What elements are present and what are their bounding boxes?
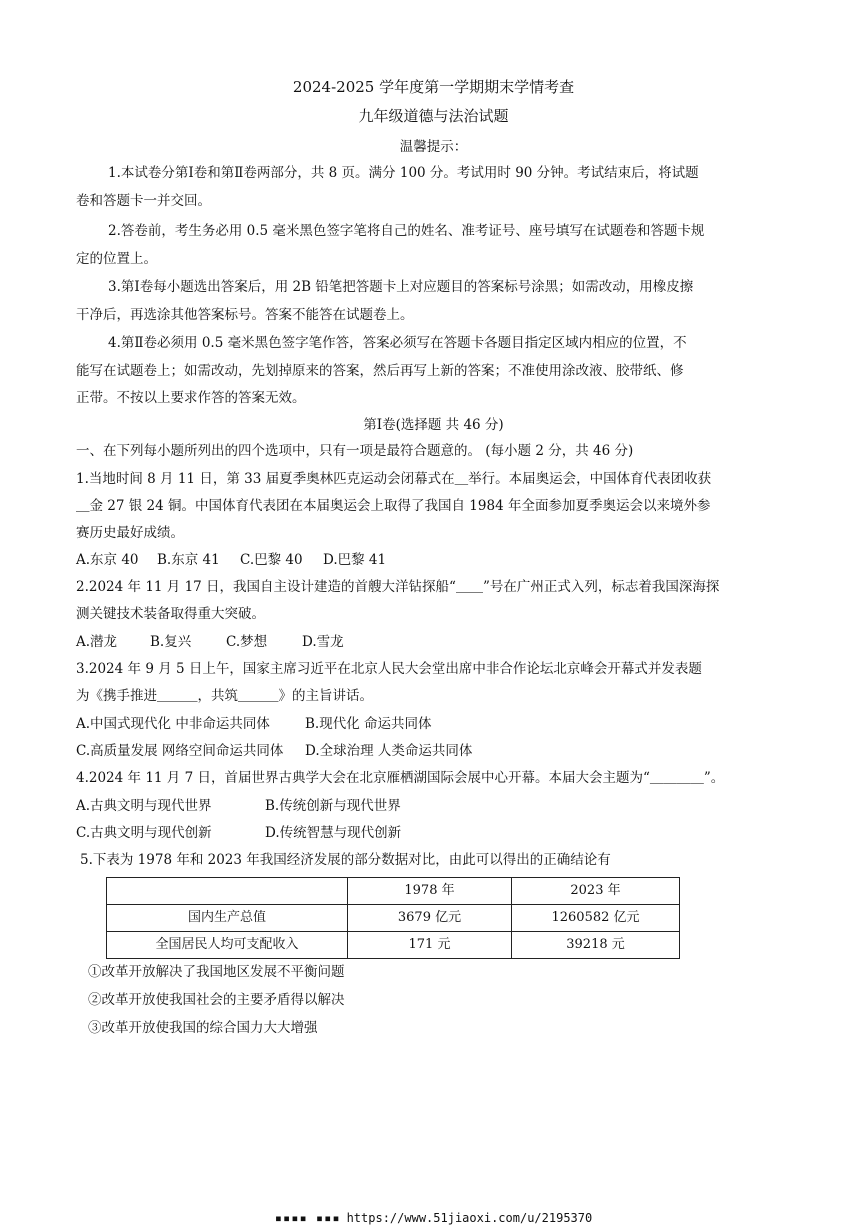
- exam-title: 2024-2025 学年度第一学期期末学情考查: [292, 78, 575, 96]
- q2-stem-line-1: 2.2024 年 11 月 17 日，我国自主设计建造的首艘大洋钻探船“＿＿”号在广州正式入列，标志着我国深海探: [76, 579, 720, 595]
- notice-4-line-1: 4.第Ⅱ卷必须用 0.5 毫米黑色签字笔作答，答案必须写在答题卡各题目指定区域内相应的位置，不: [108, 335, 687, 351]
- footer-watermark: [0, 1211, 867, 1225]
- q4-option-c: C.古典文明与现代创新: [76, 825, 212, 841]
- notice-4-line-3: 正带。不按以上要求作答的答案无效。: [76, 390, 306, 406]
- q3-option-c: C.高质量发展 网络空间命运共同体: [76, 743, 284, 759]
- q4-option-a: A.古典文明与现代世界: [76, 798, 212, 814]
- table-row: [107, 905, 680, 932]
- q3-option-b: B.现代化 命运共同体: [305, 716, 432, 732]
- q1-option-b: B.东京 41: [157, 552, 220, 568]
- q4-option-b: B.传统创新与现代世界: [265, 798, 401, 814]
- q4-stem-line-1: 4.2024 年 11 月 7 日，首届世界古典学大会在北京雁栖湖国际会展中心开幕。本届大会主题为“＿＿＿＿”。: [76, 770, 725, 786]
- q1-stem-line-2: ＿金 27 银 24 铜。中国体育代表团在本届奥运会上取得了我国自 1984 年全面参加夏季奥运会以来境外参: [76, 498, 711, 514]
- q1-option-a: A.东京 40: [76, 552, 139, 568]
- table-header-cell: 2023 年: [512, 878, 680, 905]
- table-header-cell: 1978 年: [348, 878, 512, 905]
- q1-option-c: C.巴黎 40: [240, 552, 303, 568]
- exam-subtitle: 九年级道德与法治试题: [358, 107, 509, 125]
- q2-option-c: C.梦想: [226, 634, 268, 650]
- q4-option-d: D.传统智慧与现代创新: [265, 825, 402, 841]
- notice-2-line-2: 定的位置上。: [76, 251, 157, 267]
- table-row: [107, 932, 680, 959]
- table-cell: 39218 元: [512, 932, 680, 959]
- q5-statement-1: ①改革开放解决了我国地区发展不平衡问题: [88, 964, 345, 980]
- table-header-cell: [107, 878, 348, 905]
- section-title: 第Ⅰ卷(选择题 共 46 分): [363, 417, 504, 433]
- q1-stem-line-3: 赛历史最好成绩。: [76, 525, 184, 541]
- notice-2-line-1: 2.答卷前，考生务必用 0.5 毫米黑色签字笔将自己的姓名、准考证号、座号填写在试题卷和答题卡规: [108, 223, 705, 239]
- table-cell: 国内生产总值: [107, 905, 348, 932]
- notice-1-line-1: 1.本试卷分第Ⅰ卷和第Ⅱ卷两部分，共 8 页。满分 100 分。考试用时 90 分钟。考试结束后，将试题: [108, 165, 699, 181]
- q3-option-d: D.全球治理 人类命运共同体: [305, 743, 473, 759]
- q1-option-d: D.巴黎 41: [323, 552, 387, 568]
- footer-url[interactable]: https://www.51jiaoxi.com/u/2195370: [346, 1211, 593, 1225]
- q2-option-a: A.潜龙: [76, 634, 118, 650]
- q5-statement-2: ②改革开放使我国社会的主要矛盾得以解决: [88, 992, 345, 1008]
- section-instruction: 一、在下列每小题所列出的四个选项中，只有一项是最符合题意的。 (每小题 2 分，共 46 分): [76, 443, 634, 459]
- q2-option-b: B.复兴: [150, 634, 192, 650]
- q5-stem-line-1: 5.下表为 1978 年和 2023 年我国经济发展的部分数据对比，由此可以得出的正确结论有: [80, 852, 611, 868]
- q2-stem-line-2: 测关键技术装备取得重大突破。: [76, 606, 265, 622]
- q5-data-table: [106, 877, 680, 959]
- table-header-row: [107, 878, 680, 905]
- notice-title: 温馨提示：: [399, 139, 468, 155]
- notice-4-line-2: 能写在试题卷上；如需改动，先划掉原来的答案，然后再写上新的答案；不准使用涂改液、胶带纸、修: [76, 363, 684, 379]
- table-cell: 1260582 亿元: [512, 905, 680, 932]
- notice-1-line-2: 卷和答题卡一并交回。: [76, 193, 211, 209]
- q2-option-d: D.雪龙: [302, 634, 344, 650]
- footer-dots: ▪▪▪▪ ▪▪▪: [274, 1211, 341, 1225]
- table-cell: 171 元: [348, 932, 512, 959]
- table-cell: 全国居民人均可支配收入: [107, 932, 348, 959]
- notice-3-line-1: 3.第Ⅰ卷每小题选出答案后，用 2B 铅笔把答题卡上对应题目的答案标号涂黑；如需改动，用橡皮擦: [108, 279, 694, 295]
- table-cell: 3679 亿元: [348, 905, 512, 932]
- q3-option-a: A.中国式现代化 中非命运共同体: [76, 716, 270, 732]
- q3-stem-line-2: 为《携手推进＿＿＿，共筑＿＿＿》的主旨讲话。: [76, 688, 373, 704]
- q5-statement-3: ③改革开放使我国的综合国力大大增强: [88, 1020, 318, 1036]
- notice-3-line-2: 干净后，再选涂其他答案标号。答案不能答在试题卷上。: [76, 307, 414, 323]
- q3-stem-line-1: 3.2024 年 9 月 5 日上午，国家主席习近平在北京人民大会堂出席中非合作论坛北京峰会开幕式并发表题: [76, 661, 702, 677]
- q1-stem-line-1: 1.当地时间 8 月 11 日，第 33 届夏季奥林匹克运动会闭幕式在＿举行。本届奥运会，中国体育代表团收获: [76, 471, 712, 487]
